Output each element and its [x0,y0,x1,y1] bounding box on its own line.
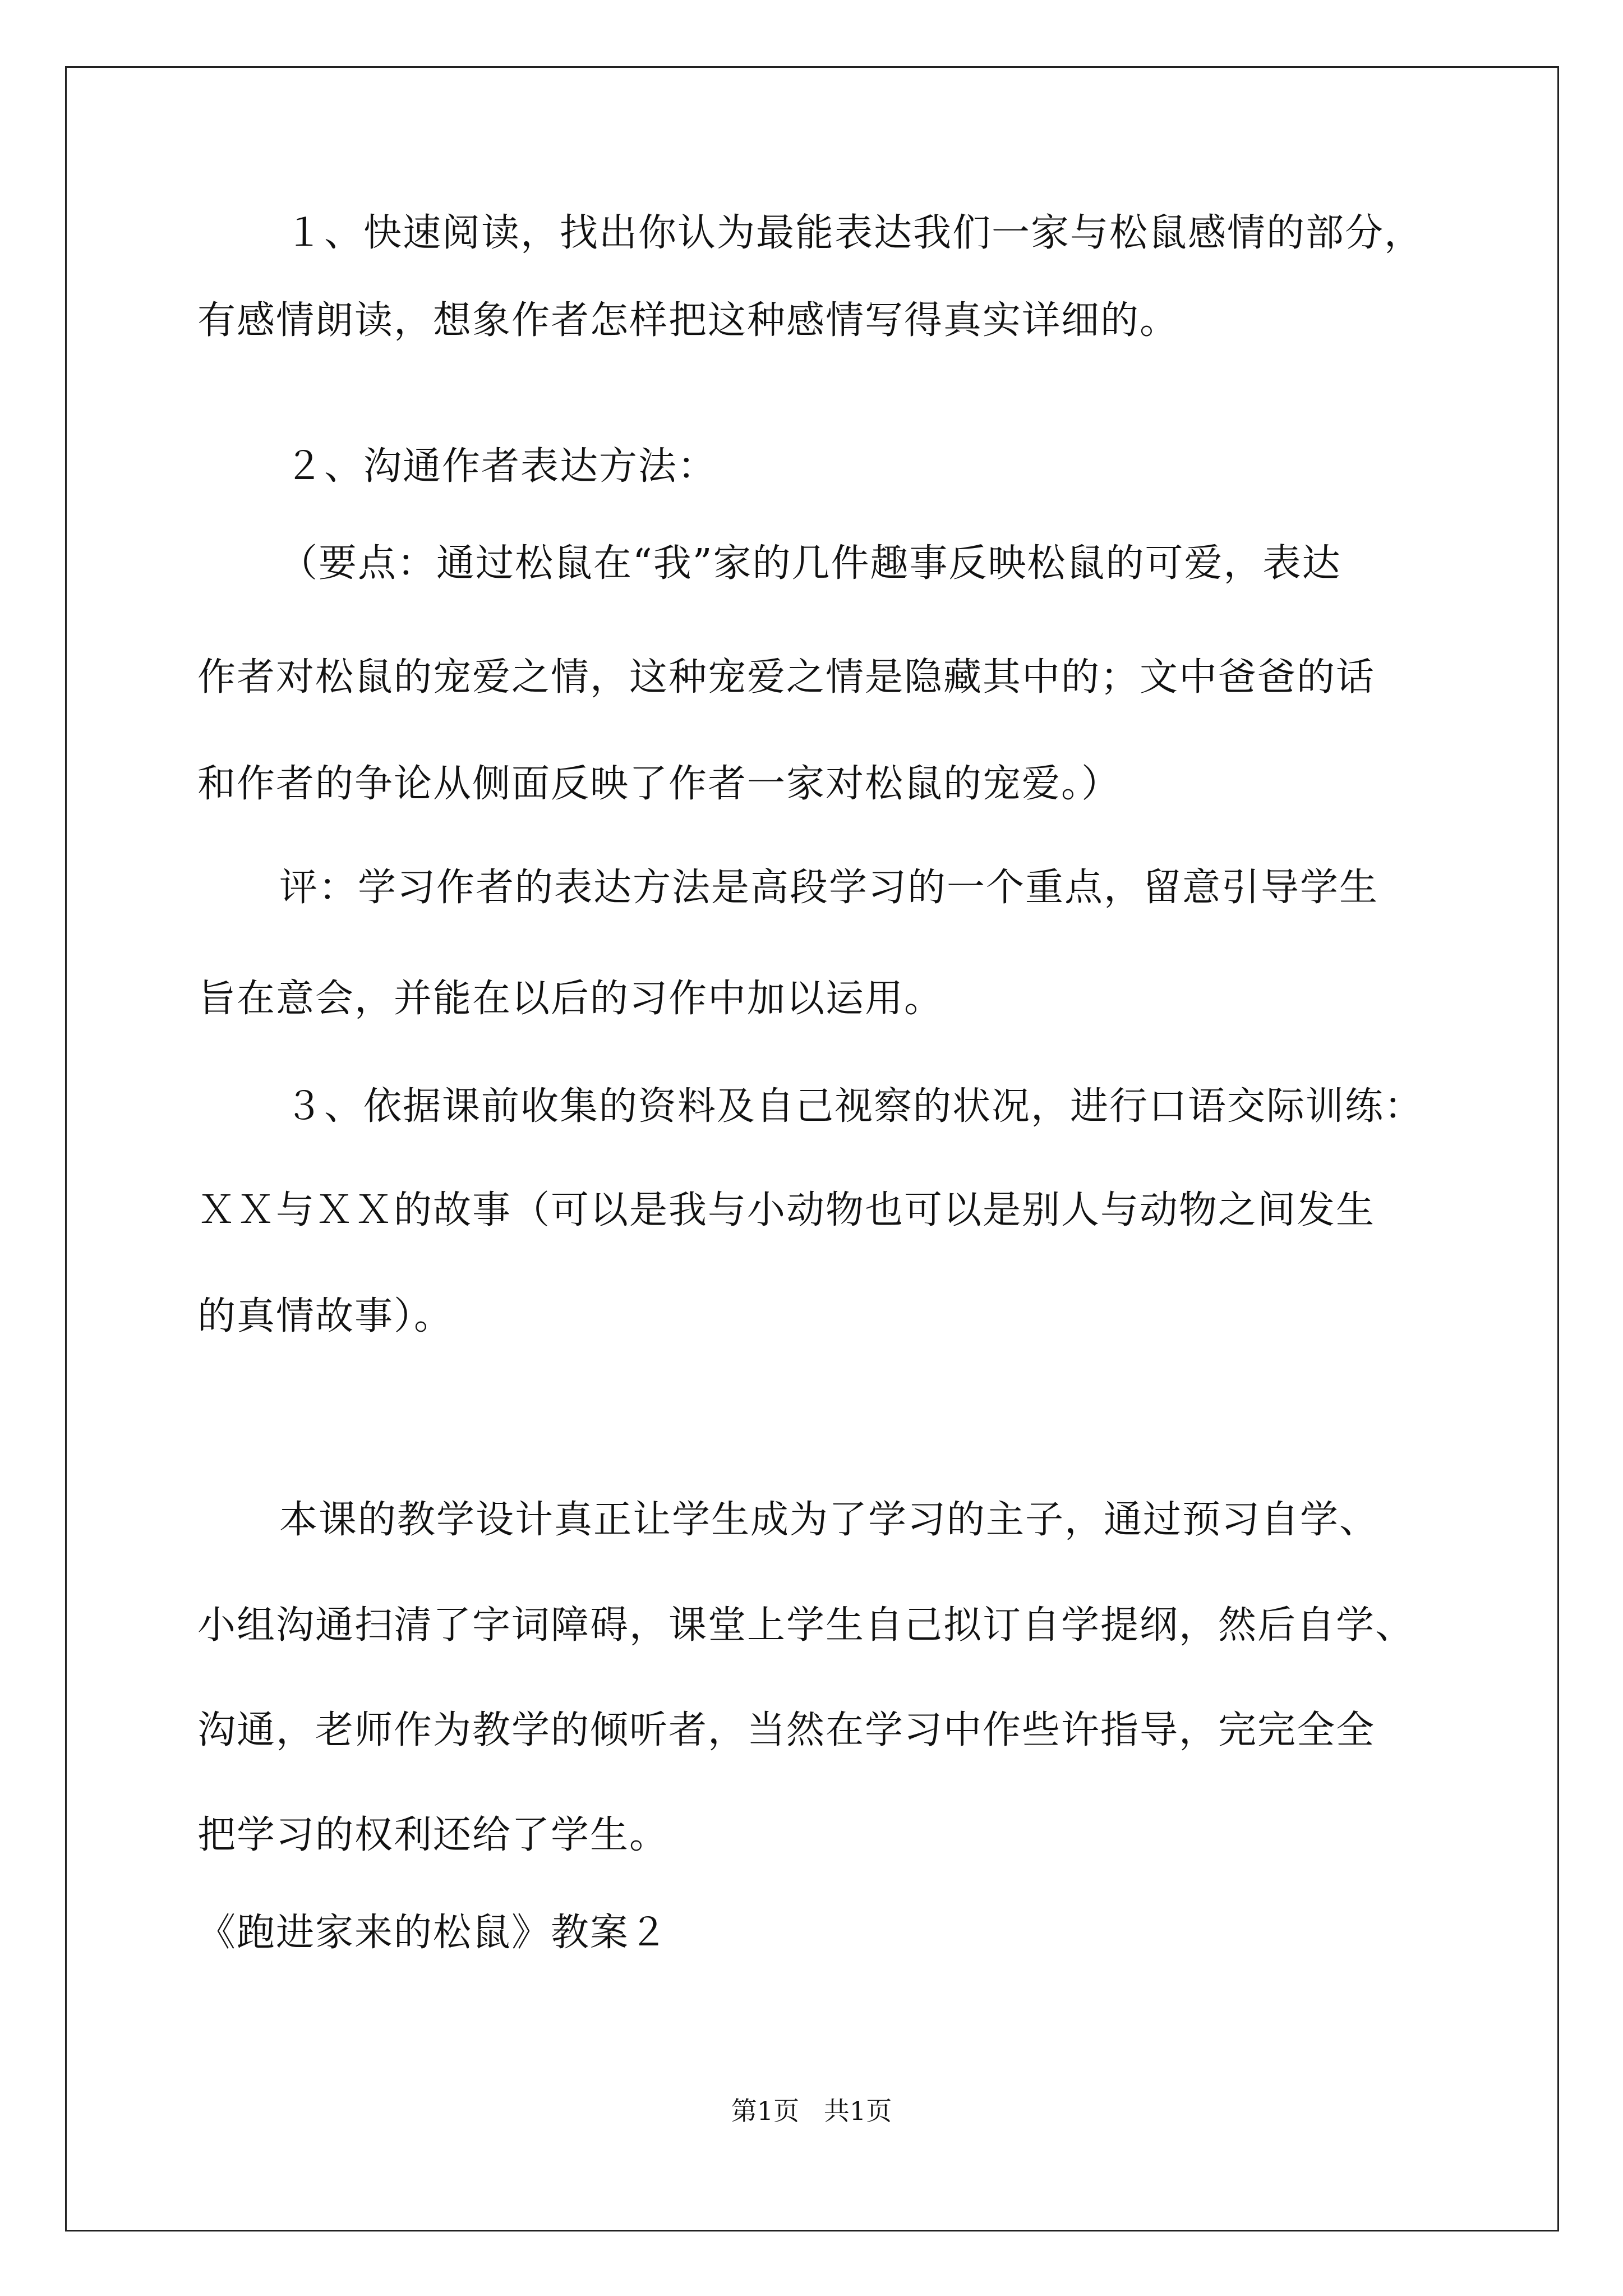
text-line: 评：学习作者的表达方法是高段学习的一个重点，留意引导学生 [279,866,1379,910]
text-line: ２、沟通作者表达方法： [285,444,717,489]
text-line: ＸＸ与ＸＸ的故事（可以是我与小动物也可以是别人与动物之间发生 [197,1188,1376,1232]
section-heading: 《跑进家来的松鼠》教案２ [197,1911,669,1955]
text-line: １、快速阅读，找出你认为最能表达我们一家与松鼠感情的部分， [285,211,1424,255]
page-footer: 第1页 共1页 [731,2096,892,2126]
page-border [65,66,1559,2231]
text-line: （要点：通过松鼠在“我”家的几件趣事反映松鼠的可爱，表达 [279,541,1341,586]
text-line: ３、依据课前收集的资料及自己视察的状况，进行口语交际训练： [285,1084,1424,1129]
text-line: 旨在意会，并能在以后的习作中加以运用。 [197,977,944,1021]
text-line: 沟通，老师作为教学的倾听者，当然在学习中作些许指导，完完全全 [197,1708,1376,1752]
text-line: 和作者的争论从侧面反映了作者一家对松鼠的宠爱。） [197,762,1121,806]
text-line: 作者对松鼠的宠爱之情，这种宠爱之情是隐藏其中的；文中爸爸的话 [197,655,1376,700]
text-line: 的真情故事）。 [197,1294,454,1338]
text-line: 把学习的权利还给了学生。 [197,1813,669,1857]
text-line: 本课的教学设计真正让学生成为了学习的主子，通过预习自学、 [279,1498,1379,1542]
text-line: 有感情朗读，想象作者怎样把这种感情写得真实详细的。 [197,298,1179,343]
text-line: 小组沟通扫清了字词障碍，课堂上学生自己拟订自学提纲，然后自学、 [197,1603,1415,1648]
